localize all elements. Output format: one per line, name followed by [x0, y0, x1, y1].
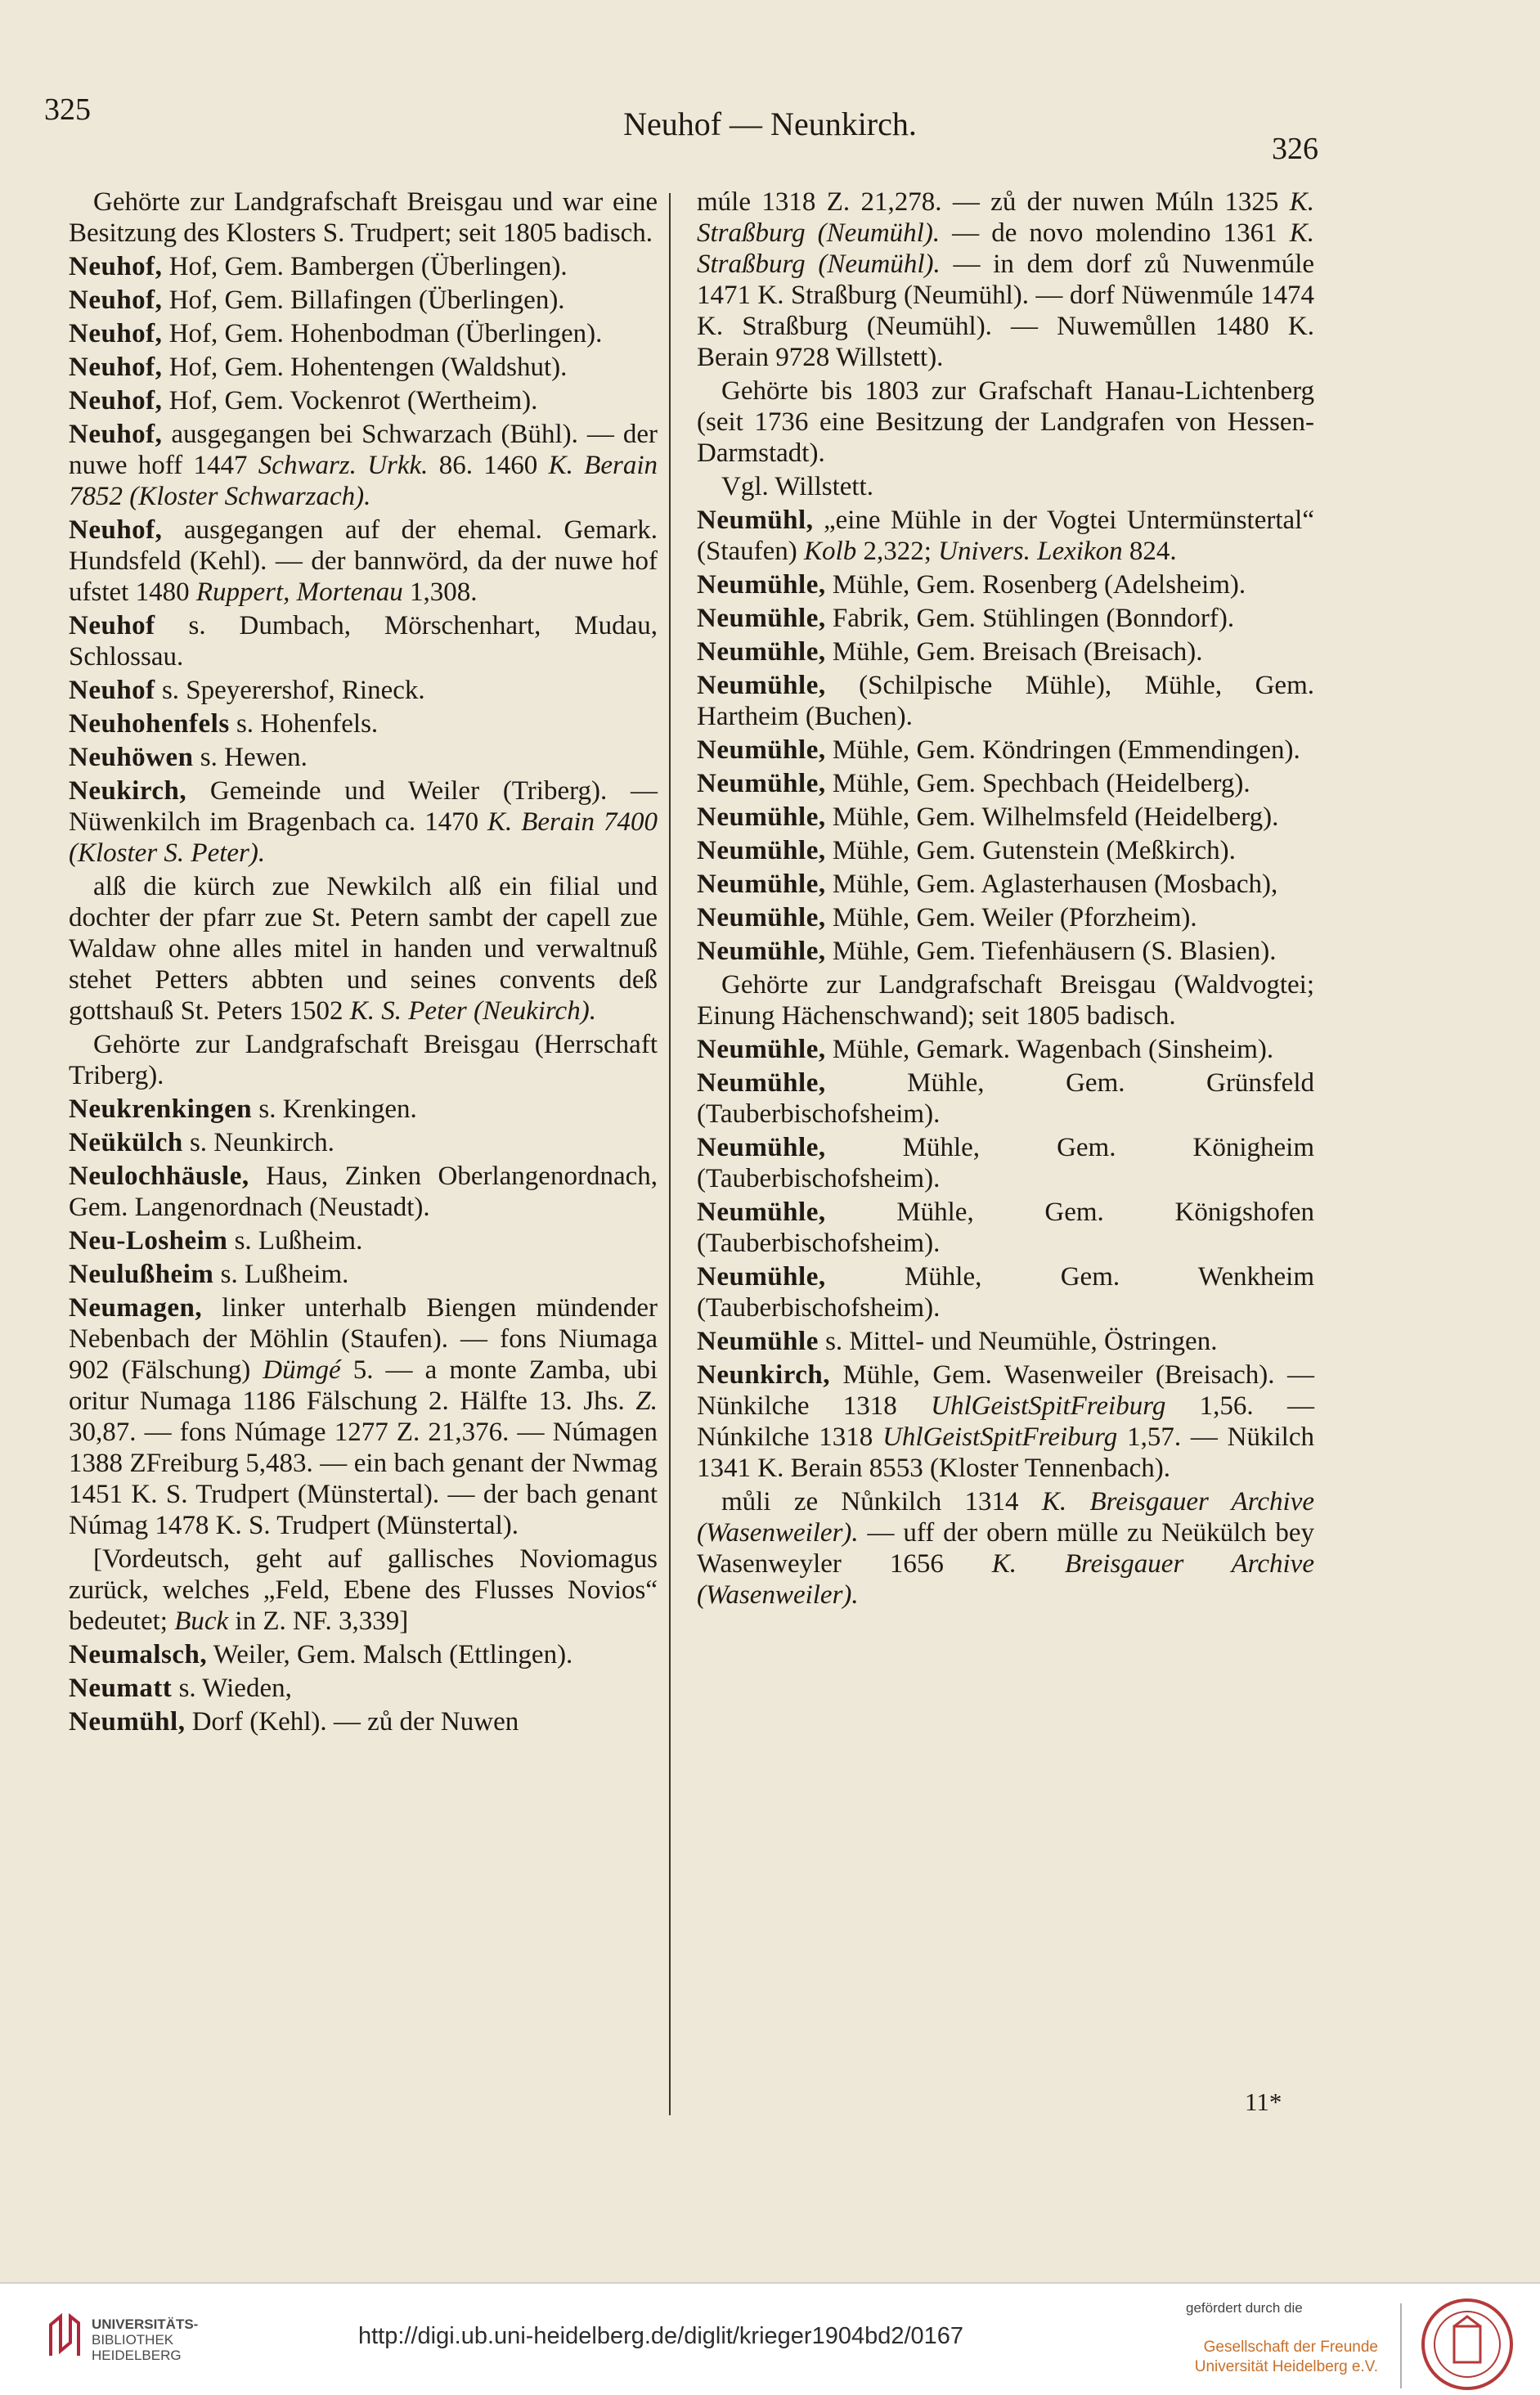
- entry-text: Weiler, Gem. Malsch (Ettlingen).: [207, 1640, 573, 1669]
- entry: [69, 352, 658, 383]
- entry-text: s. Mittel- und Neumühle, Östringen.: [818, 1327, 1218, 1356]
- entry: [697, 1197, 1314, 1259]
- entry-text: in Z. NF. 3,339]: [228, 1606, 409, 1636]
- source-citation: K. S. Peter (Neukirch).: [349, 996, 596, 1026]
- entry-text: 1,56. — Núnkilche 1318: [697, 1391, 1315, 1452]
- entry-text: 2,322;: [856, 537, 939, 566]
- entry-text: s. Speyerershof, Rineck.: [155, 676, 425, 705]
- page-number-left: 325: [44, 92, 91, 127]
- permalink-url[interactable]: http://digi.ub.uni-heidelberg.de/diglit/krieger1904bd2/0167: [358, 2323, 964, 2349]
- entry-text: Gehörte zur Landgrafschaft Breisgau (Herrschaft Triberg).: [69, 1030, 658, 1090]
- headword: Neumühle,: [697, 637, 826, 667]
- footer-divider: [1400, 2303, 1402, 2388]
- running-title: Neuhof — Neunkirch.: [623, 106, 917, 142]
- source-citation: K. Breisgauer Archive (Wasenweiler).: [697, 1549, 1314, 1610]
- source-citation: Kolb: [804, 537, 857, 566]
- entry: [697, 1261, 1314, 1323]
- entry-text: Mühle, Gem. Tiefenhäusern (S. Blasien).: [825, 937, 1277, 966]
- entry: [697, 603, 1314, 634]
- headword: Neuhöwen: [69, 743, 194, 772]
- entry-text: Mühle, Gem. Breisach (Breisach).: [825, 637, 1203, 667]
- headword: Neumühl,: [69, 1707, 186, 1737]
- source-citation: Univers. Lexikon: [938, 537, 1123, 566]
- entry-text: Hof, Gem. Vockenrot (Wertheim).: [162, 386, 538, 416]
- entry: [69, 675, 658, 706]
- source-citation: UhlGeistSpitFreiburg: [882, 1422, 1118, 1452]
- source-citation: K. Straßburg (Neumühl).: [697, 218, 1314, 279]
- headword: Neumalsch,: [69, 1640, 208, 1669]
- headword: Neumühle,: [697, 570, 826, 600]
- right-column: [697, 186, 1314, 1613]
- sponsor-name: [1190, 2338, 1378, 2377]
- entry: [69, 742, 658, 773]
- entry-text: 1,308.: [402, 577, 478, 607]
- entry: [697, 636, 1314, 667]
- column-divider: [669, 193, 671, 2115]
- entry-text: Dorf (Kehl). — zů der Nuwen: [185, 1707, 519, 1737]
- entry-text: Mühle, Gem. Wasenweiler (Breisach). — Nünkilche 1318: [697, 1360, 1314, 1421]
- entry: [697, 969, 1314, 1031]
- sponsor-name-line: Gesellschaft der Freunde: [1203, 2339, 1378, 2356]
- headword: Neumühle,: [697, 903, 826, 932]
- entry: [697, 902, 1314, 933]
- entry-text: Gehörte bis 1803 zur Grafschaft Hanau-Lichtenberg (seit 1736 eine Besitzung der Landgrafen von Hessen-Darmstadt).: [697, 376, 1314, 468]
- source-citation: UhlGeistSpitFreiburg: [931, 1391, 1166, 1421]
- entry: [69, 775, 658, 869]
- entry: [697, 1067, 1314, 1130]
- entry: [69, 186, 658, 249]
- headword: Neuhof,: [69, 420, 163, 449]
- left-column: [69, 186, 658, 1740]
- source-citation: K. Berain 7400 (Kloster S. Peter).: [69, 807, 658, 868]
- entry: [69, 1639, 658, 1670]
- headword: Neumühle,: [697, 1198, 826, 1227]
- headword: Neumühle,: [697, 869, 826, 899]
- entry-text: Mühle, Gem. Wilhelmsfeld (Heidelberg).: [825, 802, 1279, 832]
- headword: Neumühle,: [697, 671, 826, 700]
- entry: [697, 869, 1314, 900]
- university-seal-icon: [1418, 2297, 1516, 2392]
- entry-text: 824.: [1122, 537, 1177, 566]
- entry-text: Gemeinde und Weiler (Triberg). — Nüwenkilch im Bragenbach ca. 1470: [69, 776, 658, 837]
- headword: Neumühle,: [697, 1262, 826, 1292]
- entry: [69, 1161, 658, 1223]
- entry-text: ausgegangen bei Schwarzach (Bühl). — der nuwe hoff 1447: [69, 420, 658, 480]
- entry-text: Fabrik, Gem. Stühlingen (Bonndorf).: [825, 604, 1235, 633]
- headword: Neukirch,: [69, 776, 187, 806]
- entry-text: alß die kürch zue Newkilch alß ein filial und dochter der pfarr zue St. Petern sambt der capell zue Waldaw ohne alles mitel in handen und verwaltnuß stehet Petters abbten und seines convents deß gottshauß St. Peters 1502: [69, 872, 658, 1026]
- entry-text: — uff der obern mülle zu Neükülch bey Wasenweyler 1656: [697, 1518, 1314, 1579]
- entry-text: Mühle, Gem. Wenkheim (Tauberbischofsheim).: [697, 1262, 1314, 1323]
- headword: Neuhof,: [69, 252, 163, 281]
- headword: Neumatt: [69, 1674, 173, 1703]
- entry: [69, 1543, 658, 1637]
- headword: Neumühle,: [697, 1035, 826, 1064]
- entry: [69, 285, 658, 316]
- entry-text: 5. — a monte Zamba, ubi oritur Numaga 1186 Fälschung 2. Hälfte 13. Jhs.: [69, 1355, 658, 1416]
- headword: Neuhof: [69, 611, 155, 640]
- entry-text: Mühle, Gemark. Wagenbach (Sinsheim).: [825, 1035, 1274, 1064]
- entry-text: s. Hohenfels.: [229, 709, 379, 739]
- entry-text: Mühle, Gem. Königheim (Tauberbischofsheim).: [697, 1133, 1314, 1193]
- entry-text: 1,57. — Nükilch 1341 K. Berain 8553 (Kloster Tennenbach).: [697, 1422, 1314, 1483]
- entry-text: s. Neunkirch.: [182, 1128, 334, 1157]
- headword: Neumühle,: [697, 604, 826, 633]
- entry: [69, 251, 658, 282]
- signature-mark: 11*: [1245, 2087, 1282, 2116]
- headword: Neumühle,: [697, 937, 826, 966]
- headword: Neumühle,: [697, 802, 826, 832]
- entry: [697, 1132, 1314, 1194]
- entry-text: s. Krenkingen.: [252, 1094, 417, 1124]
- headword: Neumühle,: [697, 836, 826, 865]
- entry-text: Mühle, Gem. Grünsfeld (Tauberbischofsheim).: [697, 1068, 1314, 1129]
- entry: [69, 1225, 658, 1256]
- entry-text: můli ze Nůnkilch 1314: [721, 1487, 1042, 1517]
- entry-text: Haus, Zinken Oberlangenordnach, Gem. Langenordnach (Neustadt).: [69, 1162, 658, 1222]
- headword: Neumühle,: [697, 769, 826, 798]
- entry-text: Mühle, Gem. Gutenstein (Meßkirch).: [825, 836, 1236, 865]
- entry: [69, 385, 658, 416]
- library-logo-icon: [46, 2313, 83, 2359]
- entry: [697, 835, 1314, 866]
- entry-text: linker unterhalb Biengen mündender Nebenbach der Möhlin (Staufen). — fons Niumaga 902 (Fälschung): [69, 1293, 658, 1385]
- page-number-right: 326: [1272, 132, 1318, 166]
- entry-text: Mühle, Gem. Aglasterhausen (Mosbach),: [825, 869, 1278, 899]
- headword: Neu-Losheim: [69, 1226, 228, 1256]
- entry-text: Hof, Gem. Billafingen (Überlingen).: [162, 285, 565, 315]
- source-citation: Schwarz. Urkk.: [258, 451, 429, 480]
- headword: Neumühl,: [697, 506, 814, 535]
- library-name: [92, 2316, 198, 2363]
- headword: Neumühle,: [697, 1068, 826, 1098]
- entry: [69, 1673, 658, 1704]
- entry: [69, 318, 658, 349]
- entry-text: 86. 1460: [428, 451, 549, 480]
- headword: Neuhof,: [69, 353, 163, 382]
- entry: [697, 936, 1314, 967]
- source-citation: Buck: [174, 1606, 229, 1636]
- entry-text: Mühle, Gem. Spechbach (Heidelberg).: [825, 769, 1250, 798]
- entry-text: Mühle, Gem. Königshofen (Tauberbischofsheim).: [697, 1198, 1314, 1258]
- entry-text: Hof, Gem. Bambergen (Überlingen).: [162, 252, 568, 281]
- entry: [697, 802, 1314, 833]
- entry-text: múle 1318 Z. 21,278. — zů der nuwen Múln 1325: [697, 187, 1290, 217]
- source-citation: Z.: [635, 1386, 658, 1416]
- entry: [69, 708, 658, 739]
- entry: [69, 1292, 658, 1541]
- entry-text: s. Dumbach, Mörschenhart, Mudau, Schlossau.: [69, 611, 658, 672]
- headword: Neuhohenfels: [69, 709, 230, 739]
- headword: Neulochhäusle,: [69, 1162, 249, 1191]
- headword: Neukrenkingen: [69, 1094, 253, 1124]
- entry: [69, 514, 658, 608]
- source-citation: Dümgé: [263, 1355, 341, 1385]
- entry-text: (Schilpische Mühle), Mühle, Gem. Hartheim (Buchen).: [697, 671, 1314, 731]
- entry: [69, 1094, 658, 1125]
- entry-text: s. Lußheim.: [227, 1226, 363, 1256]
- entry: [697, 505, 1314, 567]
- entry-text: Hof, Gem. Hohentengen (Waldshut).: [162, 353, 568, 382]
- sponsor-name-line: Universität Heidelberg e.V.: [1194, 2358, 1378, 2375]
- entry-text: Vgl. Willstett.: [721, 472, 873, 501]
- headword: Neumühle: [697, 1327, 819, 1356]
- entry-text: Gehörte zur Landgrafschaft Breisgau (Waldvogtei; Einung Hächenschwand); seit 1805 badisch.: [697, 970, 1314, 1031]
- entry-text: Mühle, Gem. Köndringen (Emmendingen).: [825, 735, 1300, 765]
- entry-text: ausgegangen auf der ehemal. Gemark. Hundsfeld (Kehl). — der bannwörd, da der nuwe hof ufstet 1480: [69, 515, 658, 607]
- entry: [69, 1706, 658, 1737]
- entry: [69, 1127, 658, 1158]
- entry-text: Gehörte zur Landgrafschaft Breisgau und war eine Besitzung des Klosters S. Trudpert; seit 1805 badisch.: [69, 187, 658, 248]
- entry: [69, 1029, 658, 1091]
- source-citation: K. Breisgauer Archive (Wasenweiler).: [697, 1487, 1314, 1548]
- entry: [69, 610, 658, 672]
- entry-text: s. Lußheim.: [213, 1260, 349, 1289]
- headword: Neuhof,: [69, 285, 163, 315]
- headword: Neulußheim: [69, 1260, 214, 1289]
- entry-text: Mühle, Gem. Rosenberg (Adelsheim).: [825, 570, 1246, 600]
- entry: [69, 419, 658, 512]
- entry: [697, 186, 1314, 373]
- entry-text: Hof, Gem. Hohenbodman (Überlingen).: [162, 319, 603, 348]
- headword: Neumühle,: [697, 1133, 826, 1162]
- headword: Neumühle,: [697, 735, 826, 765]
- entry: [69, 871, 658, 1027]
- entry-text: — de novo molendino 1361: [940, 218, 1290, 248]
- source-citation: K. Berain 7852 (Kloster Schwarzach).: [69, 451, 658, 511]
- entry: [697, 670, 1314, 732]
- sponsor-label: gefördert durch die: [1186, 2300, 1303, 2316]
- entry-text: — in dem dorf zů Nuwenmúle 1471 K. Straßburg (Neumühl). — dorf Nüwenmúle 1474 K. Straßburg (Neumühl). — Nuwemůllen 1480 K. Berain 9728 Willstett).: [697, 249, 1315, 372]
- entry: [697, 375, 1314, 469]
- library-name-line: UNIVERSITÄTS-: [92, 2316, 199, 2332]
- entry-text: Mühle, Gem. Weiler (Pforzheim).: [825, 903, 1197, 932]
- entry-text: s. Wieden,: [172, 1674, 292, 1703]
- headword: Neuhof: [69, 676, 155, 705]
- entry: [697, 471, 1314, 502]
- library-name-line: HEIDELBERG: [92, 2348, 182, 2363]
- entry: [697, 1326, 1314, 1357]
- entry-text: s. Hewen.: [193, 743, 308, 772]
- entry-text: 30,87. — fons Númage 1277 Z. 21,376. — Númagen 1388 ZFreiburg 5,483. — ein bach genant der Nwmag 1451 K. S. Trudpert (Münstertal). — der bach genant Númag 1478 K. S. Trudpert (Münstertal).: [69, 1418, 658, 1540]
- entry: [697, 768, 1314, 799]
- entry: [697, 1034, 1314, 1065]
- entry: [697, 1486, 1314, 1611]
- library-name-line: BIBLIOTHEK: [92, 2332, 174, 2348]
- entry: [697, 1359, 1314, 1484]
- headword: Neunkirch,: [697, 1360, 831, 1390]
- headword: Neuhof,: [69, 386, 163, 416]
- entry: [697, 569, 1314, 600]
- headword: Neumagen,: [69, 1293, 203, 1323]
- entry-text: „eine Mühle in der Vogtei Untermünstertal“ (Staufen): [697, 506, 1314, 566]
- source-citation: K. Straßburg (Neumühl).: [697, 187, 1314, 248]
- headword: Neuhof,: [69, 319, 163, 348]
- source-citation: Ruppert, Mortenau: [195, 577, 403, 607]
- entry: [69, 1259, 658, 1290]
- headword: Neuhof,: [69, 515, 163, 545]
- entry: [697, 735, 1314, 766]
- entry-text: [Vordeutsch, geht auf gallisches Noviomagus zurück, welches „Feld, Ebene des Flusses Novios“ bedeutet;: [69, 1544, 658, 1636]
- headword: Neükülch: [69, 1128, 183, 1157]
